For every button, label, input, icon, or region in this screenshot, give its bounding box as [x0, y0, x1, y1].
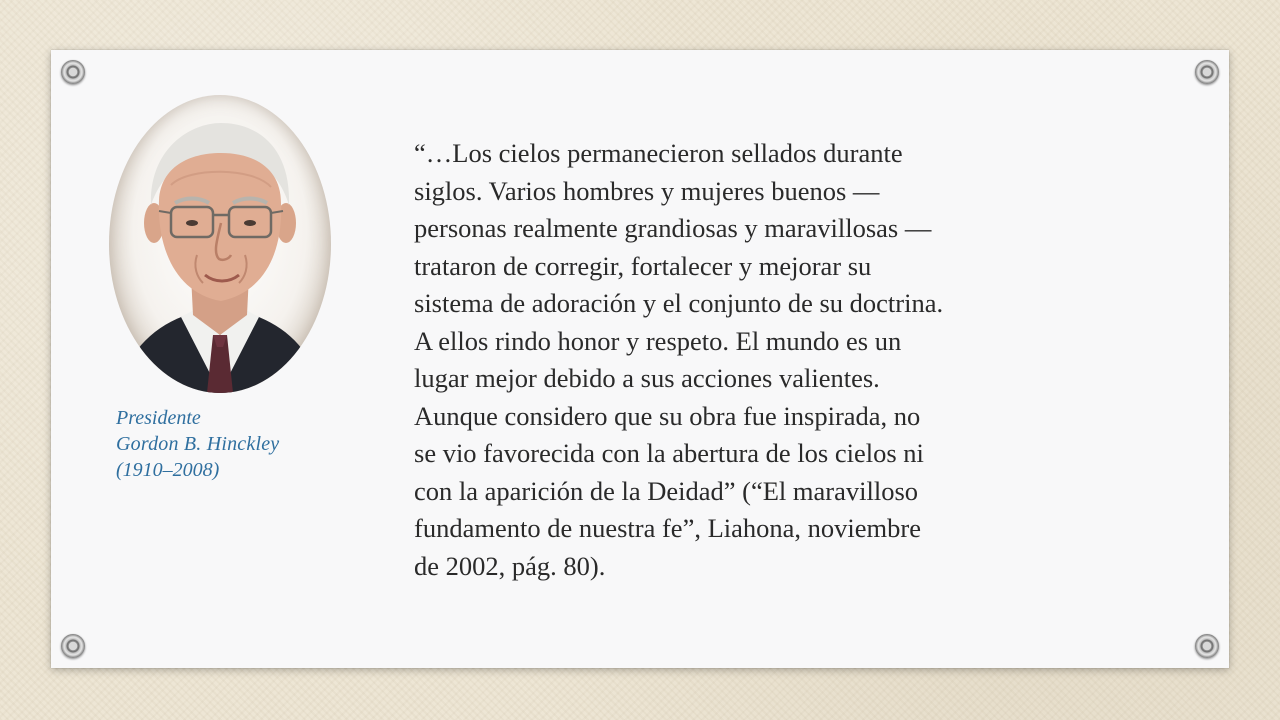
quote-line: siglos. Varios hombres y mujeres buenos — [414, 175, 880, 206]
caption-name: Gordon B. Hinckley [116, 433, 280, 455]
grommet-bottom-right-icon [1195, 634, 1219, 658]
caption-title: Presidente [116, 407, 201, 429]
portrait-illustration [109, 95, 331, 393]
quote-line: con la aparición de la Deidad” (“El maravilloso [414, 475, 919, 506]
quote-line: se vio favorecida con la abertura de los cielos ni [414, 438, 924, 468]
quote-line: trataron de corregir, fortalecer y mejorar su [414, 250, 872, 281]
quote-line: “…Los cielos permanecieron sellados durante [414, 138, 903, 168]
quote-line: sistema de adoración y el conjunto de su doctrina. [414, 288, 944, 318]
grommet-top-left-icon [61, 60, 85, 84]
grommet-bottom-left-icon [61, 634, 85, 658]
quote-line: de 2002, pág. 80). [414, 550, 606, 581]
quote-line: A ellos rindo honor y respeto. El mundo es un [414, 325, 902, 356]
quote-line: fundamento de nuestra fe”, Liahona, noviembre [414, 513, 921, 543]
quote-line: personas realmente grandiosas y maravillosas — [414, 213, 932, 243]
portrait-photo [109, 95, 331, 393]
caption-years: (1910–2008) [116, 459, 220, 481]
quote-line: lugar mejor debido a sus acciones valientes. [414, 363, 880, 393]
quote-line: Aunque considero que su obra fue inspirada, no [414, 400, 921, 431]
grommet-top-right-icon [1195, 60, 1219, 84]
portrait-caption [116, 405, 356, 483]
quote-text [414, 135, 1054, 585]
